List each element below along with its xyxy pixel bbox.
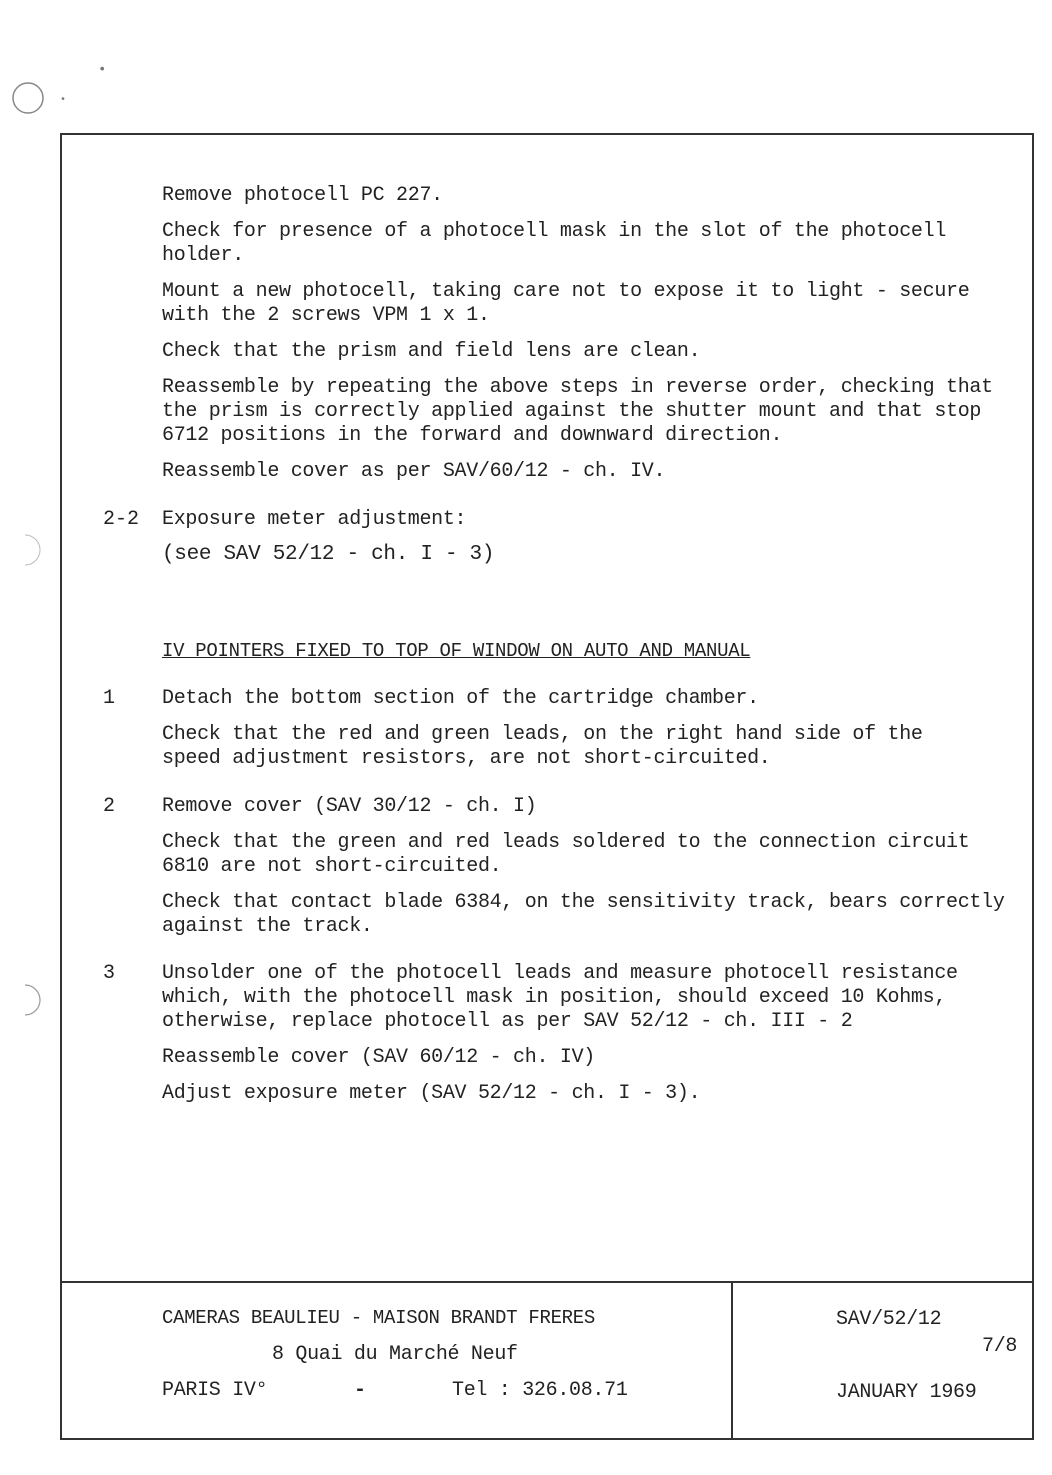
item-reference: (see SAV 52/12 - ch. I - 3) — [162, 543, 495, 566]
step-number: 3 — [103, 962, 116, 985]
footer-divider — [731, 1281, 733, 1439]
step-line: speed adjustment resistors, are not short-circuited. — [162, 747, 771, 770]
text-line: with the 2 screws VPM 1 x 1. — [162, 304, 490, 327]
text-line: holder. — [162, 244, 244, 267]
step-line: Check that contact blade 6384, on the sensitivity track, bears correctly — [162, 891, 1005, 914]
step-line: otherwise, replace photocell as per SAV 52/12 - ch. III - 2 — [162, 1010, 853, 1033]
text-line: Mount a new photocell, taking care not to expose it to light - secure — [162, 280, 970, 303]
footer-company: CAMERAS BEAULIEU - MAISON BRANDT FRERES — [162, 1307, 595, 1329]
speck-mark: • — [60, 95, 67, 106]
speck-mark: • — [98, 62, 107, 78]
footer-bottom-rule — [60, 1438, 1034, 1440]
text-line: Reassemble by repeating the above steps in reverse order, checking that — [162, 376, 993, 399]
text-line: Reassemble cover as per SAV/60/12 - ch. IV. — [162, 460, 666, 483]
step-line: 6810 are not short-circuited. — [162, 855, 502, 878]
step-line: Check that the green and red leads soldered to the connection circuit — [162, 831, 970, 854]
text-line: 6712 positions in the forward and downward direction. — [162, 424, 783, 447]
step-line: Remove cover (SAV 30/12 - ch. I) — [162, 795, 537, 818]
punch-hole-icon — [5, 980, 45, 1020]
footer-top-rule — [60, 1281, 1034, 1283]
footer-dash: - — [354, 1379, 366, 1402]
section-heading: IV POINTERS FIXED TO TOP OF WINDOW ON AUTO AND MANUAL — [162, 640, 751, 662]
text-line: Remove photocell PC 227. — [162, 184, 443, 207]
step-number: 1 — [103, 687, 116, 710]
footer-address: 8 Quai du Marché Neuf — [272, 1343, 518, 1366]
step-line: Reassemble cover (SAV 60/12 - ch. IV) — [162, 1046, 595, 1069]
footer-date: JANUARY 1969 — [836, 1381, 977, 1404]
step-line: against the track. — [162, 915, 373, 938]
footer-tel: Tel : 326.08.71 — [452, 1379, 628, 1402]
step-line: Adjust exposure meter (SAV 52/12 - ch. I - 3). — [162, 1082, 701, 1105]
text-line: the prism is correctly applied against the shutter mount and that stop — [162, 400, 982, 423]
step-number: 2 — [103, 795, 116, 818]
item-number: 2-2 — [103, 508, 140, 531]
footer-page-number: 7/8 — [982, 1335, 1018, 1358]
step-line: Detach the bottom section of the cartridge chamber. — [162, 687, 759, 710]
text-line: Check that the prism and field lens are clean. — [162, 340, 701, 363]
punch-hole-icon — [5, 530, 45, 570]
text-line: Check for presence of a photocell mask in the slot of the photocell — [162, 220, 947, 243]
right-rule — [1032, 133, 1034, 1440]
item-title: Exposure meter adjustment: — [162, 508, 467, 531]
left-rule — [60, 133, 62, 1440]
step-line: Unsolder one of the photocell leads and measure photocell resistance — [162, 962, 958, 985]
footer-doc-ref: SAV/52/12 — [836, 1308, 942, 1331]
step-line: which, with the photocell mask in position, should exceed 10 Kohms, — [162, 986, 947, 1009]
top-rule — [60, 133, 1034, 135]
step-line: Check that the red and green leads, on the right hand side of the — [162, 723, 923, 746]
punch-hole-icon — [8, 78, 48, 118]
footer-city: PARIS IV° — [162, 1379, 268, 1402]
